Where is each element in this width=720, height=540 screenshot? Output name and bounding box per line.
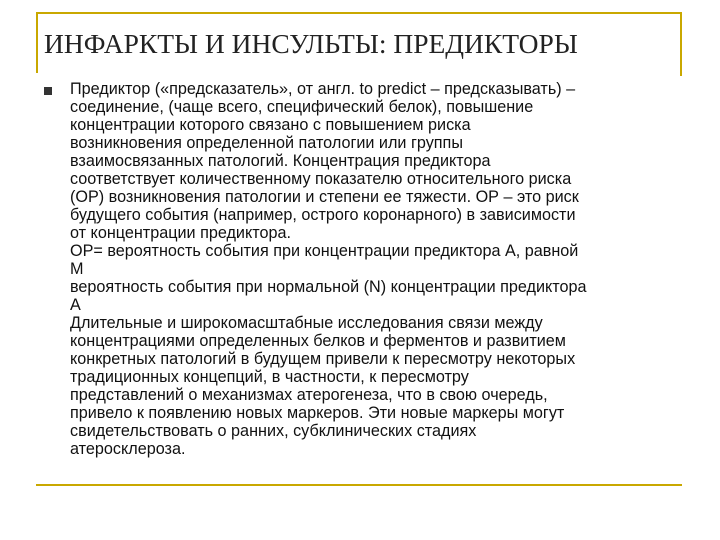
body-line: привело к появлению новых маркеров. Эти новые маркеры могут xyxy=(70,404,565,422)
body-line: от концентрации предиктора. xyxy=(70,224,291,242)
body-line: представлений о механизмах атерогенеза, что в свою очередь, xyxy=(70,386,548,404)
body-line: соответствует количественному показателю относительного риска xyxy=(70,170,572,188)
body-line: А xyxy=(70,296,81,314)
body-line: концентрациями определенных белков и ферментов и развитием xyxy=(70,332,566,350)
body-line: Предиктор («предсказатель», от англ. to predict – предсказывать) – xyxy=(70,80,576,98)
body-line: ОР= вероятность события при концентрации предиктора А, равной xyxy=(70,242,579,260)
frame-bottom-rule xyxy=(36,484,682,486)
frame-left-border xyxy=(36,12,38,73)
square-bullet-icon xyxy=(44,87,52,95)
body-line: Длительные и широкомасштабные исследования связи между xyxy=(70,314,543,332)
body-line: (ОР) возникновения патологии и степени ее тяжести. ОР – это риск xyxy=(70,188,579,206)
body-line: вероятность события при нормальной (N) концентрации предиктора xyxy=(70,278,587,296)
body-line: М xyxy=(70,260,84,278)
body-line: традиционных концепций, в частности, к пересмотру xyxy=(70,368,469,386)
body-line: соединение, (чаще всего, специфический белок), повышение xyxy=(70,98,534,116)
frame-top-border xyxy=(36,12,682,14)
body-line: возникновения определенной патологии или группы xyxy=(70,134,463,152)
body-line: свидетельствовать о ранних, субклинических стадиях xyxy=(70,422,477,440)
body-line: конкретных патологий в будущем привели к пересмотру некоторых xyxy=(70,350,576,368)
body-line: концентрации которого связано с повышением риска xyxy=(70,116,471,134)
body-line: взаимосвязанных патологий. Концентрация предиктора xyxy=(70,152,491,170)
body-line: атеросклероза. xyxy=(70,440,186,458)
slide-body-text xyxy=(70,80,700,458)
frame-right-border xyxy=(680,12,682,76)
slide-title: ИНФАРКТЫ И ИНСУЛЬТЫ: ПРЕДИКТОРЫ xyxy=(44,28,578,59)
body-line: будущего события (например, острого коронарного) в зависимости xyxy=(70,206,576,224)
